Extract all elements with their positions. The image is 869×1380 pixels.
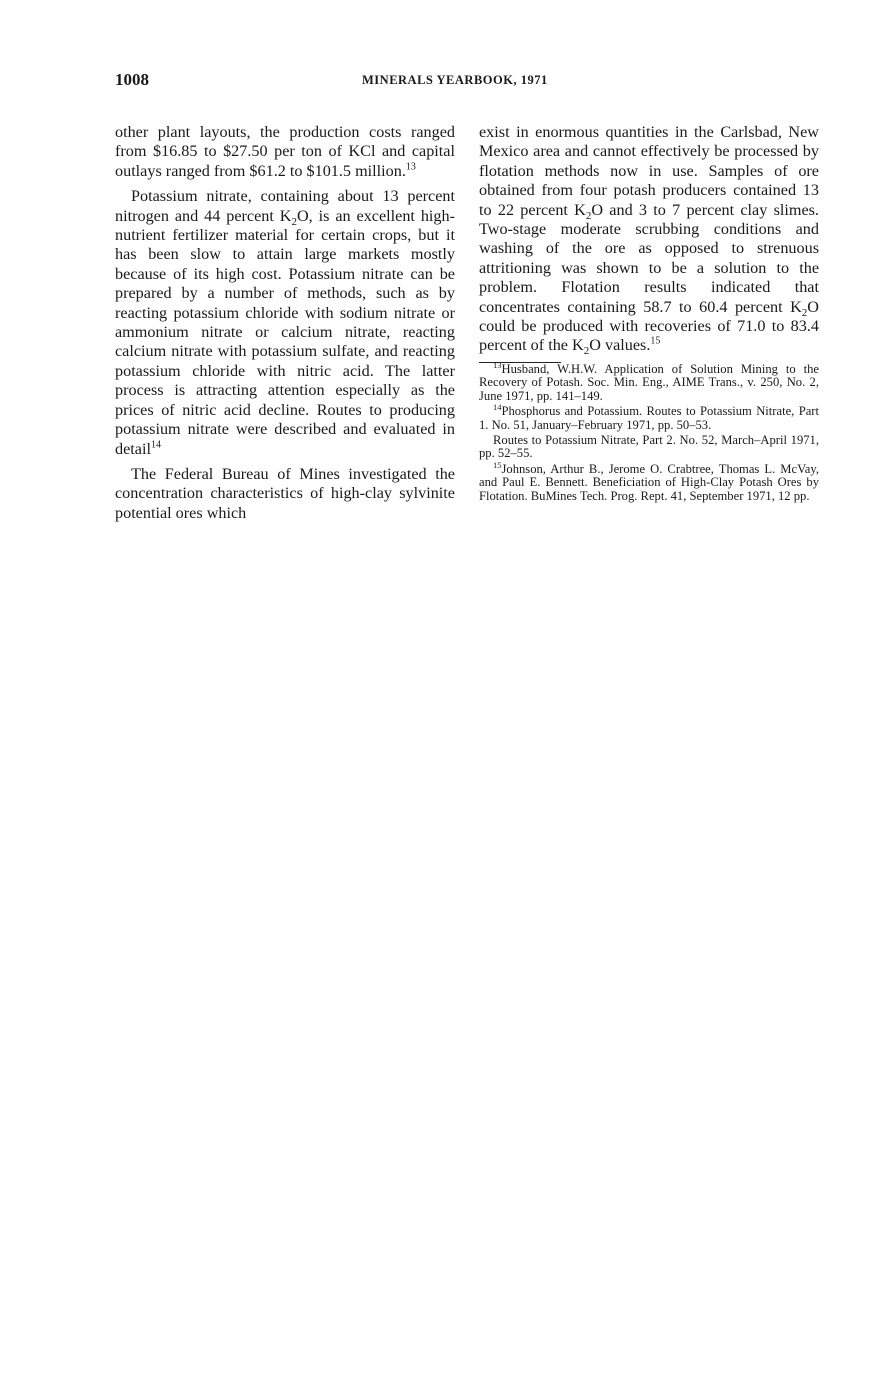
footnote-14-part-2: Routes to Potassium Nitrate, Part 2. No. 52, March–April 1971, pp. 52–55. (479, 432, 819, 461)
paragraph-production-costs: other plant layouts, the production costs ranged from $16.85 to $27.50 per ton of KCl and capital outlays ranged from $61.2 to $101.5 million.$^{13}$ (115, 123, 455, 180)
right-column (479, 123, 819, 505)
paragraph-potassium-nitrate: Potassium nitrate, containing about 13 percent nitrogen and 44 percent $K_2O$, is an excellent high-nutrient fertilizer material for certain crops, but it has been slow to attain large markets mostly because of its high cost. Potassium nitrate can be prepared by a number of methods, such as by reacting potassium chloride with sodium nitrate or ammonium nitrate or calcium nitrate, reacting calcium nitrate with potassium sulfate, and reacting potassium chloride with nitric acid. The latter process is attracting attention especially as the prices of nitric acid decline. Routes to producing potassium nitrate were described and evaluated in detail$^{14}$ (115, 187, 456, 458)
footnote-ref-15: 15 (650, 336, 661, 348)
running-head: MINERALS YEARBOOK, 1971 (362, 73, 548, 87)
paragraph-carlsbad-ores: exist in enormous quantities in the Carlsbad, New Mexico area and cannot effectively be processed by flotation methods now in use. Samples of ore obtained from four potash producers contained 13 to 22 percent $K_2O$ and 3 to 7 percent clay slimes. Two-stage moderate scrubbing conditions and washing of the ore as opposed to strenuous attritioning was shown to be a solution to the problem. Flotation results indicated that concentrates containing 58.7 to 60.4 percent $K_2O$ could be produced with recoveries of 71.0 to 83.4 percent of the $K_2O$ values.$^{15}$ (479, 123, 819, 358)
footnotes (479, 359, 819, 503)
page-header (115, 70, 820, 94)
footnote-ref-13: 13 (405, 161, 416, 173)
footnote-14: $^{14}$Phosphorus and Potassium. Routes to Potassium Nitrate, Part 1. No. 51, January–February 1971, pp. 50–53. (479, 401, 819, 432)
footnote-15: $^{15}$Johnson, Arthur B., Jerome O. Crabtree, Thomas L. McVay, and Paul E. Bennett. Beneficiation of High-Clay Potash Ores by Flotation. BuMines Tech. Prog. Rept. 41, September 1971, 12 pp. (479, 459, 819, 503)
paragraph-bureau-of-mines: The Federal Bureau of Mines investigated the concentration characteristics of high-clay sylvinite potential ores which (115, 464, 455, 522)
left-column (115, 123, 455, 529)
footnote-13: $^{13}$Husband, W.H.W. Application of Solution Mining to the Recovery of Potash. Soc. Min. Eng., AIME Trans., v. 250, No. 2, June 1971, pp. 141–149. (479, 359, 819, 403)
page-number: 1008 (115, 70, 149, 89)
footnote-ref-14: 14 (150, 439, 161, 451)
